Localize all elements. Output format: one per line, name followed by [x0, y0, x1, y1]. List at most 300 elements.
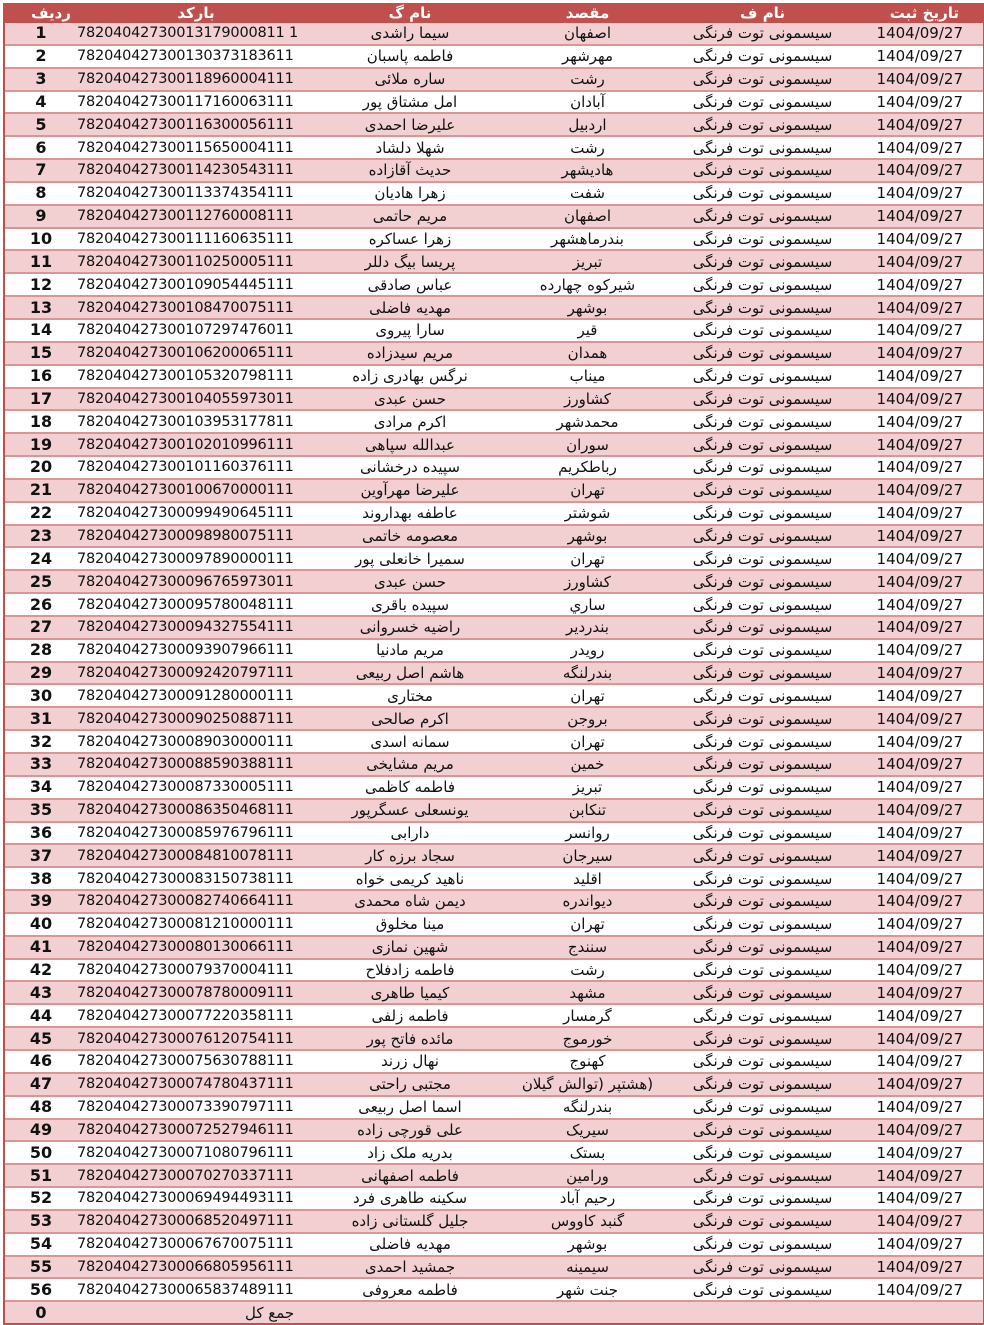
cell-barcode: 782040427300075630788111 [77, 1050, 315, 1073]
cell-barcode: 782040427300109054445111 [77, 273, 315, 296]
cell-date: 1404/09/27 [855, 936, 983, 959]
cell-name: مریم حاتمی [315, 205, 505, 228]
cell-index: 30 [5, 684, 77, 707]
cell-product: سیسمونی توت فرنگی [670, 113, 855, 136]
cell-date: 1404/09/27 [855, 844, 983, 867]
cell-date: 1404/09/27 [855, 1278, 983, 1301]
cell-name: زهرا هادیان [315, 182, 505, 205]
cell-barcode: 782040427300065837489111 [77, 1278, 315, 1301]
cell-index: 40 [5, 913, 77, 936]
cell-destination: محمدشهر [505, 410, 670, 433]
cell-barcode: 782040427300098980075111 [77, 525, 315, 548]
cell-index: 13 [5, 296, 77, 319]
cell-destination: سوران [505, 433, 670, 456]
cell-barcode: 782040427300102010996111 [77, 433, 315, 456]
cell-index: 23 [5, 525, 77, 548]
cell-index: 47 [5, 1073, 77, 1096]
cell-product: سیسمونی توت فرنگی [670, 707, 855, 730]
cell-destination: ساري [505, 593, 670, 616]
cell-barcode: 782040427300104055973011 [77, 388, 315, 411]
cell-index: 43 [5, 981, 77, 1004]
cell-date: 1404/09/27 [855, 1164, 983, 1187]
cell-product: سیسمونی توت فرنگی [670, 822, 855, 845]
cell-product: سیسمونی توت فرنگی [670, 730, 855, 753]
cell-index: 37 [5, 844, 77, 867]
cell-destination: گنبد کاووس [505, 1210, 670, 1233]
cell-destination: اصفهان [505, 23, 670, 45]
table-row [5, 23, 983, 45]
cell-product: سیسمونی توت فرنگی [670, 981, 855, 1004]
cell-index: 15 [5, 342, 77, 365]
cell-name: فاطمه پاسبان [315, 45, 505, 68]
table-row [5, 547, 983, 570]
cell-destination: جنت شهر [505, 1278, 670, 1301]
cell-name: علی قورچی زاده [315, 1119, 505, 1142]
cell-destination: تهران [505, 684, 670, 707]
cell-destination: آبادان [505, 91, 670, 114]
cell-product: سیسمونی توت فرنگی [670, 45, 855, 68]
cell-name: امل مشتاق پور [315, 91, 505, 114]
cell-name: علیرضا مهرآوین [315, 479, 505, 502]
cell-date: 1404/09/27 [855, 68, 983, 91]
table-row [5, 684, 983, 707]
cell-date: 1404/09/27 [855, 1027, 983, 1050]
cell-destination: شیرکوه چهارده [505, 273, 670, 296]
cell-date: 1404/09/27 [855, 776, 983, 799]
table-row [5, 867, 983, 890]
table-row [5, 1141, 983, 1164]
cell-destination: تنکابن [505, 799, 670, 822]
cell-index: 6 [5, 136, 77, 159]
cell-index: 45 [5, 1027, 77, 1050]
cell-name: سکینه طاهری فرد [315, 1187, 505, 1210]
cell-product: سیسمونی توت فرنگی [670, 570, 855, 593]
cell-name: پریسا بیگ دللر [315, 250, 505, 273]
cell-date: 1404/09/27 [855, 365, 983, 388]
cell-destination: ورامین [505, 1164, 670, 1187]
cell-index: 38 [5, 867, 77, 890]
cell-index: 8 [5, 182, 77, 205]
cell-barcode: 782040427300090250887111 [77, 707, 315, 730]
cell-barcode: 782040427300112760008111 [77, 205, 315, 228]
cell-index: 16 [5, 365, 77, 388]
cell-destination: (هشتپر (توالش گیلان [505, 1073, 670, 1096]
cell-index: 31 [5, 707, 77, 730]
table-row [5, 936, 983, 959]
table-row [5, 342, 983, 365]
cell-product: سیسمونی توت فرنگی [670, 776, 855, 799]
table-row [5, 913, 983, 936]
cell-date: 1404/09/27 [855, 913, 983, 936]
table-row [5, 822, 983, 845]
cell-barcode: 782040427300094327554111 [77, 616, 315, 639]
cell-barcode: 782040427300081210000111 [77, 913, 315, 936]
cell-date: 1404/09/27 [855, 456, 983, 479]
cell-product: سیسمونی توت فرنگی [670, 890, 855, 913]
cell-product: سیسمونی توت فرنگی [670, 342, 855, 365]
cell-date: 1404/09/27 [855, 684, 983, 707]
cell-date: 1404/09/27 [855, 1073, 983, 1096]
cell-index: 55 [5, 1256, 77, 1279]
table-row [5, 319, 983, 342]
cell-barcode: 782040427300108470075111 [77, 296, 315, 319]
cell-date: 1404/09/27 [855, 959, 983, 982]
cell-date: 1404/09/27 [855, 753, 983, 776]
cell-name: سارا پیروی [315, 319, 505, 342]
cell-name: حسن عبدی [315, 388, 505, 411]
cell-destination: کشاورز [505, 570, 670, 593]
cell-name: اکرم مرادی [315, 410, 505, 433]
table-row [5, 1027, 983, 1050]
table-row [5, 1164, 983, 1187]
cell-index: 1 [5, 23, 77, 45]
table-row [5, 136, 983, 159]
cell-name: مهدیه فاضلی [315, 296, 505, 319]
cell-destination: تهران [505, 479, 670, 502]
cell-index: 28 [5, 639, 77, 662]
cell-product: سیسمونی توت فرنگی [670, 23, 855, 45]
cell-product: سیسمونی توت فرنگی [670, 525, 855, 548]
table-row [5, 159, 983, 182]
cell-date: 1404/09/27 [855, 159, 983, 182]
cell-date: 1404/09/27 [855, 45, 983, 68]
cell-product: سیسمونی توت فرنگی [670, 1004, 855, 1027]
cell-product: سیسمونی توت فرنگی [670, 250, 855, 273]
cell-destination: بندردیر [505, 616, 670, 639]
cell-destination: اقلید [505, 867, 670, 890]
cell-product: سیسمونی توت فرنگی [670, 616, 855, 639]
cell-barcode: 782040427300099490645111 [77, 502, 315, 525]
cell-product: سیسمونی توت فرنگی [670, 159, 855, 182]
cell-destination: اصفهان [505, 205, 670, 228]
cell-date: 1404/09/27 [855, 707, 983, 730]
cell-product: سیسمونی توت فرنگی [670, 68, 855, 91]
cell-index: 3 [5, 68, 77, 91]
cell-destination: سیریک [505, 1119, 670, 1142]
cell-name: معصومه خاتمی [315, 525, 505, 548]
cell-barcode: 782040427300080130066111 [77, 936, 315, 959]
table-row [5, 45, 983, 68]
cell-destination: تبریز [505, 250, 670, 273]
cell-barcode: 782040427300116300056111 [77, 113, 315, 136]
cell-barcode: 782040427300078780009111 [77, 981, 315, 1004]
cell-date: 1404/09/27 [855, 1050, 983, 1073]
cell-barcode: 782040427300073390797111 [77, 1096, 315, 1119]
cell-index: 11 [5, 250, 77, 273]
cell-name: سجاد برزه کار [315, 844, 505, 867]
total-empty-cell [505, 1301, 670, 1323]
cell-date: 1404/09/27 [855, 136, 983, 159]
cell-product: سیسمونی توت فرنگی [670, 593, 855, 616]
cell-index: 46 [5, 1050, 77, 1073]
cell-barcode: 782040427300118960004111 [77, 68, 315, 91]
table-row [5, 799, 983, 822]
table-row [5, 707, 983, 730]
cell-name: حسن عبدی [315, 570, 505, 593]
cell-destination: میناب [505, 365, 670, 388]
cell-barcode: 782040427300114230543111 [77, 159, 315, 182]
cell-destination: تهران [505, 913, 670, 936]
cell-barcode: 782040427300066805956111 [77, 1256, 315, 1279]
table-row [5, 228, 983, 251]
header-name-g: نام گ [315, 3, 505, 23]
cell-product: سیسمونی توت فرنگی [670, 319, 855, 342]
cell-destination: مشهد [505, 981, 670, 1004]
cell-date: 1404/09/27 [855, 730, 983, 753]
cell-name: شهلا دلشاد [315, 136, 505, 159]
cell-product: سیسمونی توت فرنگی [670, 1233, 855, 1256]
cell-name: شهین نمازی [315, 936, 505, 959]
table-row [5, 1256, 983, 1279]
cell-barcode: 782040427300067670075111 [77, 1233, 315, 1256]
cell-destination: رشت [505, 959, 670, 982]
cell-index: 18 [5, 410, 77, 433]
cell-name: مهدیه فاضلی [315, 1233, 505, 1256]
table-row [5, 1278, 983, 1301]
table-row [5, 1119, 983, 1142]
table-row [5, 68, 983, 91]
table-row [5, 502, 983, 525]
cell-date: 1404/09/27 [855, 433, 983, 456]
total-empty-cell [670, 1301, 855, 1323]
cell-name: دارابی [315, 822, 505, 845]
cell-index: 42 [5, 959, 77, 982]
cell-date: 1404/09/27 [855, 1096, 983, 1119]
cell-product: سیسمونی توت فرنگی [670, 959, 855, 982]
cell-index: 5 [5, 113, 77, 136]
cell-date: 1404/09/27 [855, 799, 983, 822]
total-value: 0 [5, 1301, 77, 1323]
cell-date: 1404/09/27 [855, 319, 983, 342]
cell-destination: روانسر [505, 822, 670, 845]
cell-date: 1404/09/27 [855, 547, 983, 570]
cell-destination: بندرلنگه [505, 1096, 670, 1119]
table-row [5, 1210, 983, 1233]
cell-index: 14 [5, 319, 77, 342]
table-row [5, 456, 983, 479]
cell-date: 1404/09/27 [855, 23, 983, 45]
cell-barcode: 782040427300130373183611 [77, 45, 315, 68]
cell-date: 1404/09/27 [855, 639, 983, 662]
cell-barcode: 782040427300082740664111 [77, 890, 315, 913]
cell-index: 54 [5, 1233, 77, 1256]
cell-name: ساره ملائی [315, 68, 505, 91]
cell-date: 1404/09/27 [855, 616, 983, 639]
cell-product: سیسمونی توت فرنگی [670, 456, 855, 479]
cell-destination: هادیشهر [505, 159, 670, 182]
cell-product: سیسمونی توت فرنگی [670, 684, 855, 707]
table-row [5, 1233, 983, 1256]
cell-date: 1404/09/27 [855, 570, 983, 593]
cell-index: 36 [5, 822, 77, 845]
cell-name: سمانه اسدی [315, 730, 505, 753]
cell-destination: شوشتر [505, 502, 670, 525]
cell-product: سیسمونی توت فرنگی [670, 388, 855, 411]
cell-date: 1404/09/27 [855, 250, 983, 273]
cell-index: 48 [5, 1096, 77, 1119]
cell-name: کیمیا طاهری [315, 981, 505, 1004]
cell-product: سیسمونی توت فرنگی [670, 547, 855, 570]
cell-barcode: 782040427300113374354111 [77, 182, 315, 205]
cell-destination: تهران [505, 547, 670, 570]
header-date: تاریخ ثبت [855, 3, 983, 23]
cell-name: عباس صادقی [315, 273, 505, 296]
cell-name: راضیه خسروانی [315, 616, 505, 639]
cell-date: 1404/09/27 [855, 822, 983, 845]
cell-date: 1404/09/27 [855, 91, 983, 114]
cell-product: سیسمونی توت فرنگی [670, 1210, 855, 1233]
cell-date: 1404/09/27 [855, 502, 983, 525]
cell-barcode: 782040427300101160376111 [77, 456, 315, 479]
cell-destination: رویدر [505, 639, 670, 662]
cell-destination: بوشهر [505, 1233, 670, 1256]
cell-date: 1404/09/27 [855, 1119, 983, 1142]
cell-product: سیسمونی توت فرنگی [670, 662, 855, 685]
cell-name: مینا مخلوق [315, 913, 505, 936]
header-name-f: نام ف [670, 3, 855, 23]
cell-name: فاطمه معروفی [315, 1278, 505, 1301]
cell-barcode: 782040427300092420797111 [77, 662, 315, 685]
cell-index: 39 [5, 890, 77, 913]
cell-name: عاطفه بهداروند [315, 502, 505, 525]
cell-product: سیسمونی توت فرنگی [670, 844, 855, 867]
cell-index: 26 [5, 593, 77, 616]
cell-index: 21 [5, 479, 77, 502]
cell-name: مریم مادنیا [315, 639, 505, 662]
cell-index: 32 [5, 730, 77, 753]
cell-destination: تهران [505, 730, 670, 753]
cell-product: سیسمونی توت فرنگی [670, 182, 855, 205]
cell-product: سیسمونی توت فرنگی [670, 1141, 855, 1164]
cell-product: سیسمونی توت فرنگی [670, 205, 855, 228]
cell-destination: سیمینه [505, 1256, 670, 1279]
cell-date: 1404/09/27 [855, 525, 983, 548]
cell-name: مختاری [315, 684, 505, 707]
cell-date: 1404/09/27 [855, 981, 983, 1004]
table-row [5, 250, 983, 273]
cell-name: سپیده درخشانی [315, 456, 505, 479]
cell-date: 1404/09/27 [855, 1187, 983, 1210]
cell-index: 51 [5, 1164, 77, 1187]
cell-product: سیسمونی توت فرنگی [670, 433, 855, 456]
cell-date: 1404/09/27 [855, 205, 983, 228]
cell-barcode: 782040427300087330005111 [77, 776, 315, 799]
cell-product: سیسمونی توت فرنگی [670, 913, 855, 936]
cell-barcode: 782040427300083150738111 [77, 867, 315, 890]
table-row [5, 433, 983, 456]
table-row [5, 981, 983, 1004]
cell-barcode: 78204042730013179000811 1 [77, 23, 315, 45]
cell-barcode: 782040427300071080796111 [77, 1141, 315, 1164]
cell-name: سیما راشدی [315, 23, 505, 45]
cell-barcode: 782040427300117160063111 [77, 91, 315, 114]
cell-product: سیسمونی توت فرنگی [670, 867, 855, 890]
cell-barcode: 782040427300085976796111 [77, 822, 315, 845]
cell-index: 49 [5, 1119, 77, 1142]
cell-date: 1404/09/27 [855, 410, 983, 433]
total-label: جمع کل [77, 1301, 315, 1323]
table-row [5, 410, 983, 433]
table-row [5, 890, 983, 913]
cell-product: سیسمونی توت فرنگی [670, 91, 855, 114]
cell-destination: اردبیل [505, 113, 670, 136]
cell-destination: تبریز [505, 776, 670, 799]
cell-barcode: 782040427300084810078111 [77, 844, 315, 867]
cell-barcode: 782040427300072527946111 [77, 1119, 315, 1142]
cell-destination: رشت [505, 136, 670, 159]
cell-index: 56 [5, 1278, 77, 1301]
cell-destination: خورموج [505, 1027, 670, 1050]
table-row [5, 205, 983, 228]
cell-product: سیسمونی توت فرنگی [670, 228, 855, 251]
cell-index: 41 [5, 936, 77, 959]
cell-name: سمیرا خانعلی پور [315, 547, 505, 570]
cell-date: 1404/09/27 [855, 273, 983, 296]
cell-index: 33 [5, 753, 77, 776]
cell-barcode: 782040427300070270337111 [77, 1164, 315, 1187]
shipment-table [5, 3, 983, 1323]
cell-product: سیسمونی توت فرنگی [670, 1073, 855, 1096]
cell-barcode: 782040427300110250005111 [77, 250, 315, 273]
cell-destination: بندرلنگه [505, 662, 670, 685]
cell-barcode: 782040427300091280000111 [77, 684, 315, 707]
cell-barcode: 782040427300076120754111 [77, 1027, 315, 1050]
total-empty-cell [315, 1301, 505, 1323]
cell-barcode: 782040427300086350468111 [77, 799, 315, 822]
cell-index: 53 [5, 1210, 77, 1233]
table-row [5, 776, 983, 799]
cell-name: سپیده باقری [315, 593, 505, 616]
cell-destination: بوشهر [505, 296, 670, 319]
cell-product: سیسمونی توت فرنگی [670, 365, 855, 388]
cell-product: سیسمونی توت فرنگی [670, 799, 855, 822]
cell-index: 24 [5, 547, 77, 570]
cell-product: سیسمونی توت فرنگی [670, 410, 855, 433]
cell-name: ناهید کریمی خواه [315, 867, 505, 890]
cell-index: 22 [5, 502, 77, 525]
cell-index: 25 [5, 570, 77, 593]
cell-destination: کشاورز [505, 388, 670, 411]
cell-index: 17 [5, 388, 77, 411]
cell-name: فاطمه کاظمی [315, 776, 505, 799]
cell-index: 29 [5, 662, 77, 685]
cell-date: 1404/09/27 [855, 228, 983, 251]
cell-name: اسما اصل ربیعی [315, 1096, 505, 1119]
cell-product: سیسمونی توت فرنگی [670, 296, 855, 319]
cell-name: حدیث آقازاده [315, 159, 505, 182]
cell-date: 1404/09/27 [855, 890, 983, 913]
table-row [5, 296, 983, 319]
cell-index: 2 [5, 45, 77, 68]
cell-name: فاطمه زلفی [315, 1004, 505, 1027]
table-row [5, 1096, 983, 1119]
cell-product: سیسمونی توت فرنگی [670, 1187, 855, 1210]
cell-date: 1404/09/27 [855, 1141, 983, 1164]
cell-name: یونسعلی عسگرپور [315, 799, 505, 822]
cell-date: 1404/09/27 [855, 593, 983, 616]
cell-destination: شفت [505, 182, 670, 205]
header-destination: مقصد [505, 3, 670, 23]
cell-index: 34 [5, 776, 77, 799]
table-row [5, 844, 983, 867]
cell-product: سیسمونی توت فرنگی [670, 1027, 855, 1050]
cell-date: 1404/09/27 [855, 1210, 983, 1233]
cell-barcode: 782040427300069494493111 [77, 1187, 315, 1210]
cell-destination: کهنوج [505, 1050, 670, 1073]
cell-product: سیسمونی توت فرنگی [670, 753, 855, 776]
cell-name: بدریه ملک زاد [315, 1141, 505, 1164]
cell-product: سیسمونی توت فرنگی [670, 936, 855, 959]
